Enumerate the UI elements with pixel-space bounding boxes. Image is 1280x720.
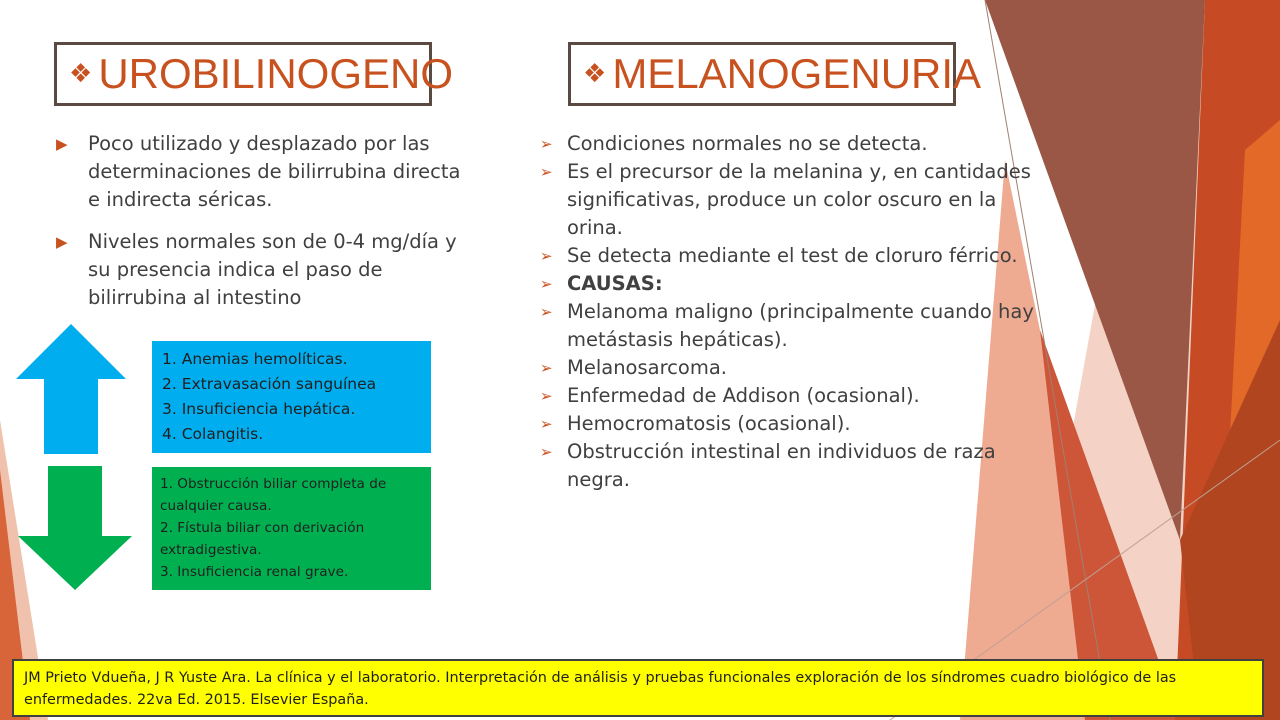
list-item: ➢ Condiciones normales no se detecta. <box>540 130 1040 158</box>
list-item: 3. Insuficiencia hepática. <box>162 400 356 418</box>
list-item: ➢ Se detecta mediante el test de cloruro férrico. <box>540 242 1040 270</box>
list-item: ➢ Es el precursor de la melanina y, en cantidades significativas, produce un color oscuro en la orina. <box>540 160 1031 239</box>
list-item: ➢ Obstrucción intestinal en individuos de raza negra. <box>540 440 996 491</box>
list-item: 2. Fístula biliar con derivación extradigestiva. <box>160 520 365 558</box>
list-item: 4. Colangitis. <box>162 425 264 443</box>
list-item: 2. Extravasación sanguínea <box>162 375 377 393</box>
urobilinogeno-bullet-list <box>56 130 476 326</box>
list-item: ➢ Hemocromatosis (ocasional). <box>540 410 1040 438</box>
increase-causes-box <box>152 341 431 453</box>
arrowhead-bullet-icon: ➢ <box>540 247 553 265</box>
arrowhead-bullet-icon: ➢ <box>540 275 553 293</box>
urobilinogeno-title-box <box>54 42 454 106</box>
citation-box: JM Prieto Vdueña, J R Yuste Ara. La clínica y el laboratorio. Interpretación de análisis y pruebas funcionales exploración de los síndromes cuadro biológico de las enfermedades. 22va Ed. 2015. Elsevier España. <box>12 659 1264 717</box>
arrowhead-bullet-icon: ➢ <box>540 135 553 153</box>
arrowhead-bullet-icon: ➢ <box>540 359 553 377</box>
list-item: ➢ Melanosarcoma. <box>540 354 1040 382</box>
decrease-causes-box <box>152 467 431 590</box>
melanogenuria-title-box <box>568 42 982 106</box>
arrowhead-bullet-icon: ➢ <box>540 163 553 181</box>
diamond-bullet-icon: ❖ <box>69 59 93 89</box>
urobilinogeno-title: UROBILINOGENO <box>98 50 454 97</box>
list-item: ▶ Niveles normales son de 0-4 mg/día y su presencia indica el paso de bilirrubina al intestino <box>56 230 457 309</box>
arrowhead-bullet-icon: ➢ <box>540 415 553 433</box>
list-item: 1. Anemias hemolíticas. <box>162 350 348 368</box>
melanogenuria-title: MELANOGENURIA <box>612 50 982 97</box>
list-item: ➢ CAUSAS: <box>540 270 1040 298</box>
arrow-up-icon <box>16 324 126 454</box>
arrowhead-bullet-icon: ➢ <box>540 303 553 321</box>
triangle-bullet-icon: ▶ <box>56 233 68 251</box>
melanogenuria-bullet-list <box>540 130 1040 494</box>
list-item: ➢ Enfermedad de Addison (ocasional). <box>540 382 1040 410</box>
arrow-down-icon <box>18 466 132 590</box>
arrowhead-bullet-icon: ➢ <box>540 387 553 405</box>
list-item: 1. Obstrucción biliar completa de cualquier causa. <box>160 476 387 514</box>
list-item: 3. Insuficiencia renal grave. <box>160 564 349 580</box>
list-item: ▶ Poco utilizado y desplazado por las determinaciones de bilirrubina directa e indirecta séricas. <box>56 132 461 211</box>
diamond-bullet-icon: ❖ <box>583 59 607 89</box>
arrowhead-bullet-icon: ➢ <box>540 443 553 461</box>
list-item: ➢ Melanoma maligno (principalmente cuando hay metástasis hepáticas). <box>540 300 1034 351</box>
triangle-bullet-icon: ▶ <box>56 135 68 153</box>
